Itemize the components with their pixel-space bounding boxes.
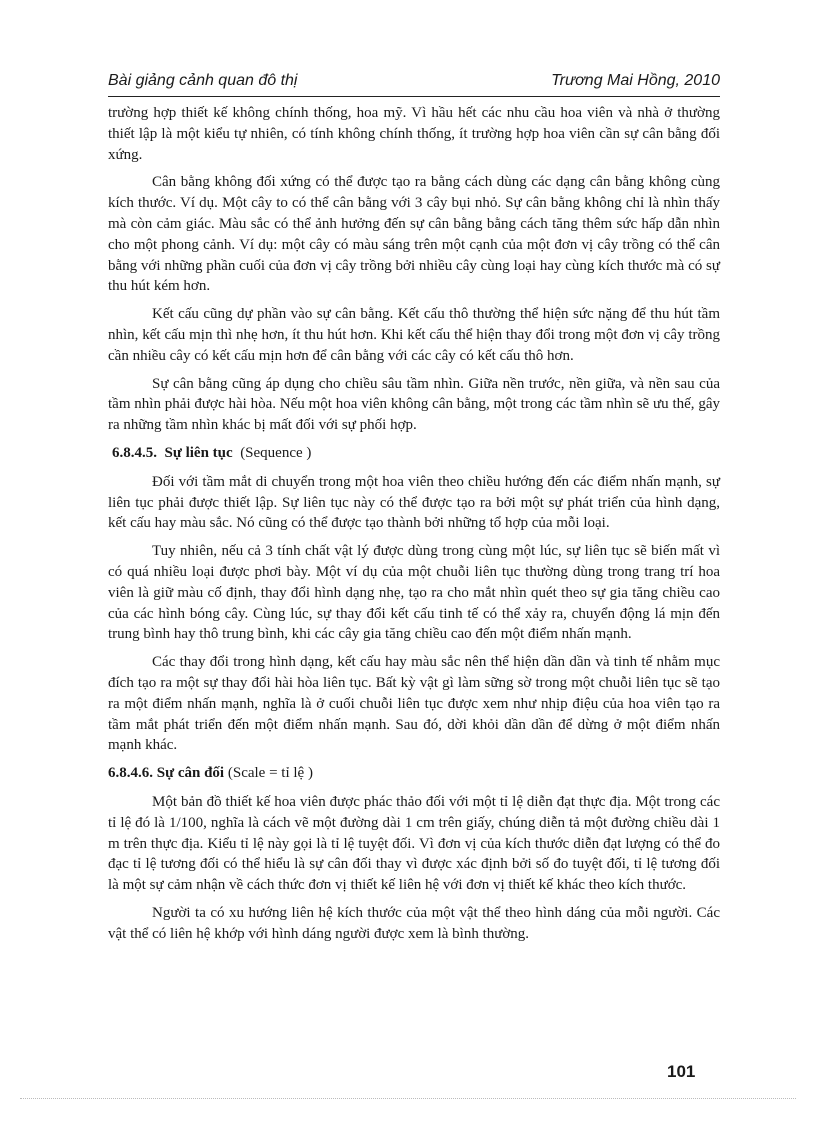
footer-divider xyxy=(20,1098,796,1099)
section-title: Sự cân đối xyxy=(156,765,225,782)
paragraph: Các thay đổi trong hình dạng, kết cấu hay màu sắc nên thể hiện dần dần và tinh tế nhằm mục đích tạo ra một sự thay đổi hài hòa liên tục. Bất kỳ vật gì làm sững sờ trong một chuỗi liên tục sẽ tạo ra một điểm nhấn mạnh, nghĩa là ở cuối chuỗi liên tục được xem như nhịp điệu của hoa viên tạo ra tầm mắt phát triển đến một điểm nhấn mạnh. Sau đó, dời khỏi dần dần để dừng ở một điểm nhấn mạnh khác. xyxy=(108,654,720,754)
paragraph: Sự cân bằng cũng áp dụng cho chiều sâu tầm nhìn. Giữa nền trước, nền giữa, và nền sau của tầm nhìn phải được hài hòa. Nếu một hoa viên không cân bằng, một trong các tầm nhìn sẽ ưu thế, gây ra những tầm nhìn khác bị mất đối với sự phối hợp. xyxy=(108,375,720,434)
paragraph: Đối với tầm mắt di chuyển trong một hoa viên theo chiều hướng đến các điểm nhấn mạnh, sự liên tục phải được thiết lập. Sự liên tục này có thể được tạo ra bởi một sự phát triển của hình dạng, kết cấu hay màu sắc. Nó cũng có thể được tạo thành bởi những tổ hợp của mỗi loại. xyxy=(108,473,720,532)
section-heading-scale xyxy=(108,763,720,784)
section-number: 6.8.4.6. xyxy=(108,765,153,782)
section-subtitle: (Scale = tỉ lệ ) xyxy=(227,765,313,782)
paragraph: Người ta có xu hướng liên hệ kích thước của một vật thể theo hình dáng của mỗi người. Các vật thể có liên hệ khớp với hình dáng người được xem là bình thường. xyxy=(108,904,720,942)
page-number: 101 xyxy=(667,1062,696,1081)
header-divider xyxy=(108,96,720,97)
header-course-title: Bài giảng cảnh quan đô thị xyxy=(108,72,298,89)
paragraph: trường hợp thiết kế không chính thống, hoa mỹ. Vì hầu hết các nhu cầu hoa viên và nhà ở thường thiết lập là một kiểu tự nhiên, có tính không chính thống, ít trường hợp hoa viên cần sự cân bằng đối xứng. xyxy=(108,105,720,163)
section-subtitle: (Sequence ) xyxy=(240,444,312,461)
header-author-year: Trương Mai Hồng, 2010 xyxy=(551,72,720,89)
paragraph: Kết cấu cũng dự phần vào sự cân bằng. Kết cấu thô thường thể hiện sức nặng để thu hút tầm nhìn, kết cấu mịn thì nhẹ hơn, ít thu hút hơn. Khi kết cấu thể hiện thay đổi trong một đơn vị cây trồng cần nhiều cây có kết cấu mịn hơn để cân bằng với các cây có kết cấu thô hơn. xyxy=(108,306,720,364)
paragraph: Một bản đồ thiết kế hoa viên được phác thảo đối với một tỉ lệ diễn đạt thực địa. Một trong các tỉ lệ đó là 1/100, nghĩa là cách vẽ một đường dài 1 cm trên giấy, chúng diễn tả một đường chiều dài 1 m trên thực địa. Kiểu tỉ lệ này gọi là tỉ lệ tuyệt đối. Vì đơn vị của kích thước diễn đạt lượng có thể đo đạc tỉ lệ tương đối có thể hiểu là sự cân đối thay vì được xác định bởi số đo tuyệt đối, tỉ lệ tương đối là một sự cảm nhận về cách thức đơn vị thiết kế liên hệ với đơn vị thiết kế khác theo kích thước. xyxy=(108,793,720,894)
section-number: 6.8.4.5. xyxy=(112,444,157,461)
page-header xyxy=(108,72,720,94)
page-body xyxy=(108,103,720,951)
paragraph: Cân bằng không đối xứng có thể được tạo ra bằng cách dùng các dạng cân bằng không cùng kích thước. Ví dụ. Một cây to có thể cân bằng với 3 cây bụi nhỏ. Sự cân bằng không chỉ là nhìn thấy mà còn cảm giác. Màu sắc có thể ảnh hưởng đến sự cân bằng bằng cách tăng thêm sức hấp dẫn nhìn cho một phong cảnh. Ví dụ: một cây có màu sáng trên một cạnh của một đơn vị cây trồng có thể cân bằng với những phần cuối của đơn vị cây trồng bởi nhiều cây cùng loại hay cùng kích thước mà có sự thu hút kém hơn. xyxy=(108,174,720,295)
section-heading-sequence xyxy=(112,443,720,464)
paragraph: Tuy nhiên, nếu cả 3 tính chất vật lý được dùng trong cùng một lúc, sự liên tục sẽ biến mất vì có quá nhiều loại được phơi bày. Một ví dụ của một chuỗi liên tục thường dùng trong trang trí hoa viên là giữ màu cố định, thay đổi hình dạng nhẹ, tạo ra cho mắt nhìn quét theo sự gia tăng chiều cao của các hình bóng cây. Cùng lúc, sự thay đổi kết cấu tinh tế có thể xảy ra, chuyển động lá mịn đến trung bình hay thô trung bình, khi các cây gia tăng chiều cao đến một điểm nhấn mạnh. xyxy=(108,543,720,643)
section-title: Sự liên tục xyxy=(164,444,233,461)
